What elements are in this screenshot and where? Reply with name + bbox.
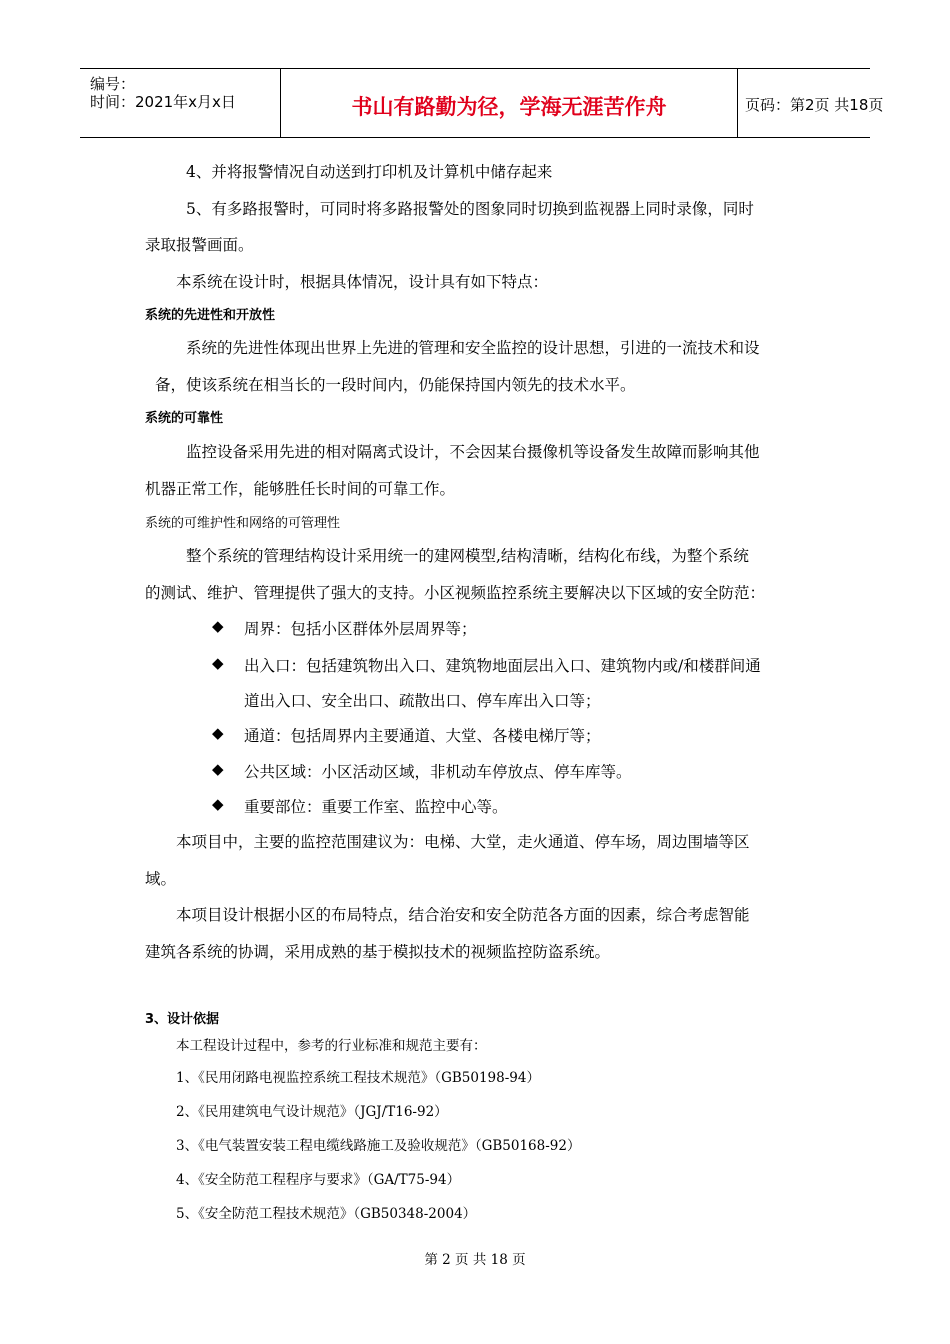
standard-list-item: 2、《民用建筑电气设计规范》（JGJ/T16-92） [176, 1104, 448, 1120]
section-heading: 系统的可靠性 [145, 411, 224, 426]
paragraph-line: 建筑各系统的协调，采用成熟的基于模拟技术的视频监控防盗系统。 [145, 943, 611, 961]
diamond-bullet-icon: ◆ [212, 795, 224, 813]
list-item: 重要部位：重要工作室、监控中心等。 [244, 798, 508, 816]
page-footer: 第 2 页 共 18 页 [424, 1252, 526, 1268]
list-item: 周界：包括小区群体外层周界等； [244, 620, 477, 638]
paragraph-line: 录取报警画面。 [145, 236, 254, 254]
diamond-bullet-icon: ◆ [212, 654, 224, 672]
paragraph-line: 系统的先进性体现出世界上先进的管理和安全监控的设计思想，引进的一流技术和设 [186, 339, 760, 357]
diamond-bullet-icon: ◆ [212, 760, 224, 778]
standard-list-item: 5、《安全防范工程技术规范》（GB50348-2004） [176, 1206, 477, 1222]
list-item-continuation: 道出入口、安全出口、疏散出口、停车库出入口等； [244, 692, 601, 710]
header-meta-cell [80, 69, 280, 137]
list-item: 出入口：包括建筑物出入口、建筑物地面层出入口、建筑物内或/和楼群间通 [244, 657, 761, 675]
document-date-label: 时间：2021年x月x日 [90, 93, 236, 111]
paragraph-line: 本项目设计根据小区的布局特点，结合治安和安全防范各方面的因素，综合考虑智能 [176, 906, 750, 924]
paragraph-line: 5、有多路报警时，可同时将多路报警处的图象同时切换到监视器上同时录像，同时 [186, 200, 754, 218]
page-header [80, 68, 884, 138]
standard-list-item: 1、《民用闭路电视监控系统工程技术规范》（GB50198-94） [176, 1070, 540, 1086]
section-heading: 3、设计依据 [145, 1012, 220, 1027]
diamond-bullet-icon: ◆ [212, 724, 224, 742]
header-motto: 书山有路勤为径，学海无涯苦作舟 [351, 95, 667, 119]
paragraph-line: 监控设备采用先进的相对隔离式设计，不会因某台摄像机等设备发生故障而影响其他 [186, 443, 760, 461]
header-motto-cell [280, 69, 738, 137]
header-page-label: 页码：第2页 共18页 [745, 96, 884, 114]
diamond-bullet-icon: ◆ [212, 617, 224, 635]
standard-list-item: 3、《电气装置安装工程电缆线路施工及验收规范》（GB50168-92） [176, 1138, 581, 1154]
list-item: 通道：包括周界内主要通道、大堂、各楼电梯厅等； [244, 727, 601, 745]
paragraph-line: 本系统在设计时，根据具体情况，设计具有如下特点： [176, 273, 549, 291]
paragraph-line: 本工程设计过程中，参考的行业标准和规范主要有： [176, 1038, 487, 1054]
section-heading: 系统的先进性和开放性 [145, 308, 276, 323]
paragraph-line: 域。 [145, 870, 177, 888]
section-heading: 系统的可维护性和网络的可管理性 [145, 516, 341, 531]
paragraph-line: 的测试、维护、管理提供了强大的支持。小区视频监控系统主要解决以下区域的安全防范： [145, 584, 766, 602]
list-item: 公共区域：小区活动区域，非机动车停放点、停车库等。 [244, 763, 632, 781]
header-page-cell [737, 69, 884, 137]
paragraph-line: 本项目中，主要的监控范围建议为：电梯、大堂，走火通道、停车场，周边围墙等区 [176, 833, 750, 851]
standard-list-item: 4、《安全防范工程程序与要求》（GA/T75-94） [176, 1172, 461, 1188]
document-number-label: 编号： [90, 75, 136, 93]
paragraph-line: 4、并将报警情况自动送到打印机及计算机中储存起来 [186, 163, 553, 181]
paragraph-line: 机器正常工作，能够胜任长时间的可靠工作。 [145, 480, 456, 498]
paragraph-line: 整个系统的管理结构设计采用统一的建网模型,结构清晰，结构化布线，为整个系统 [186, 547, 749, 565]
paragraph-line: 备，使该系统在相当长的一段时间内，仍能保持国内领先的技术水平。 [155, 376, 636, 394]
